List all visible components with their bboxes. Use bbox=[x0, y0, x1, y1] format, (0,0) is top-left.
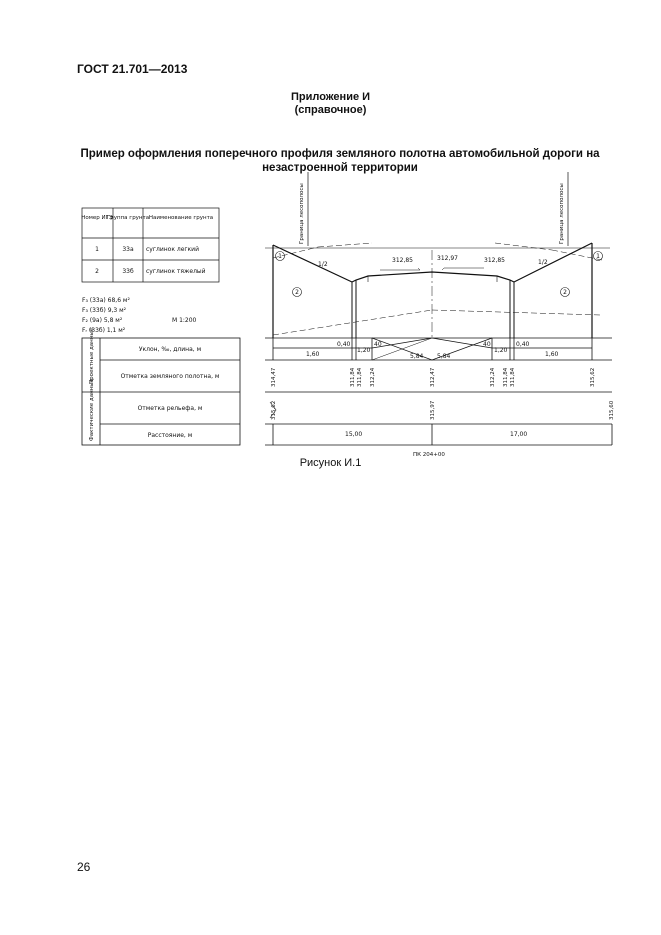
slope-l1: 1,60 bbox=[306, 351, 320, 358]
subgrade-3: 311,84 bbox=[357, 367, 363, 387]
terrain-2: 315,97 bbox=[430, 400, 436, 420]
subgrade-8: 311,84 bbox=[510, 367, 516, 387]
slope-l2: 0,40 bbox=[337, 341, 351, 348]
area-1: F₃ (33а) 68,6 м² bbox=[82, 297, 130, 304]
distance-1: 15,00 bbox=[345, 431, 363, 438]
top-mark-left: 312,85 bbox=[392, 257, 413, 264]
slope-l4: 40 bbox=[374, 341, 382, 348]
figure-caption: Рисунок И.1 bbox=[299, 457, 362, 469]
subgrade-9: 315,62 bbox=[590, 367, 596, 387]
appendix-title: Приложение И bbox=[290, 91, 371, 103]
area-3: F₂ (9а) 5,8 м² bbox=[82, 317, 123, 324]
soil-header-name: Наименование грунта bbox=[148, 215, 214, 221]
row-label-terrain: Отметка рельефа, м bbox=[137, 405, 203, 412]
soil-row-1-group: 33а bbox=[122, 246, 134, 253]
slope-r2: 0,40 bbox=[516, 341, 530, 348]
subgrade-7: 311,84 bbox=[503, 367, 509, 387]
subgrade-5: 312,47 bbox=[430, 367, 436, 387]
slope-r5: 5,84 bbox=[437, 353, 451, 360]
title-line-1: Пример оформления поперечного профиля земляного полотна автомобильной дороги на bbox=[80, 148, 600, 160]
ige-label-left-1: 1 bbox=[278, 253, 282, 260]
subgrade-2: 311,84 bbox=[350, 367, 356, 387]
top-mark-center: 312,97 bbox=[437, 255, 458, 262]
area-2: F₃ (33б) 9,3 м² bbox=[82, 307, 127, 314]
slope-r4: 40 bbox=[483, 341, 491, 348]
subgrade-4: 312,24 bbox=[370, 367, 376, 387]
slope-l3: 1,20 bbox=[357, 347, 371, 354]
soil-row-1-number: 1 bbox=[95, 246, 99, 253]
soil-row-2-number: 2 bbox=[95, 268, 99, 275]
boundary-left-label: Граница лесополосы bbox=[299, 183, 305, 244]
top-mark-right: 312,85 bbox=[484, 257, 505, 264]
appendix-kind: (справочное) bbox=[294, 104, 367, 116]
soil-row-2-group: 33б bbox=[122, 268, 134, 275]
page-number: 26 bbox=[77, 860, 91, 874]
slope-r1: 1,60 bbox=[545, 351, 559, 358]
row-label-distance: Расстояние, м bbox=[147, 432, 193, 439]
soil-row-2-name: суглинок тяжелый bbox=[146, 268, 206, 275]
slope-right-label: 1/2 bbox=[538, 259, 548, 266]
ige-label-right-2: 2 bbox=[563, 289, 567, 296]
area-4: Fᵣ (33б) 1,1 м² bbox=[82, 327, 126, 334]
terrain-3: 315,60 bbox=[609, 400, 615, 420]
row-label-slope: Уклон, ‰, длина, м bbox=[138, 346, 202, 353]
section-design-label: Проектные данные bbox=[89, 327, 95, 384]
distance-2: 17,00 bbox=[510, 431, 528, 438]
document-code: ГОСТ 21.701—2013 bbox=[77, 62, 188, 76]
section-actual-label: Фактические данные bbox=[89, 379, 95, 441]
picket-label: ПК 204+00 bbox=[413, 452, 445, 458]
profile-table bbox=[82, 338, 612, 445]
boundary-right-label: Граница лесополосы bbox=[559, 183, 565, 244]
terrain-1: 315,62 bbox=[271, 400, 277, 420]
scale-label: М 1:200 bbox=[172, 317, 197, 324]
ige-label-left-2: 2 bbox=[295, 289, 299, 296]
slope-l5: 5,84 bbox=[410, 353, 424, 360]
soil-row-1-name: суглинок легкий bbox=[146, 246, 199, 253]
ige-label-right-1: 1 bbox=[596, 253, 600, 260]
soil-header-group: Группа грунта bbox=[106, 215, 150, 221]
subgrade-1: 314,47 bbox=[271, 367, 277, 387]
row-label-subgrade: Отметка земляного полотна, м bbox=[120, 373, 220, 380]
soil-header-number: Номер ИГЭ bbox=[81, 215, 113, 221]
slope-left-label: 1/2 bbox=[318, 261, 328, 268]
slope-r3: 1,20 bbox=[494, 347, 508, 354]
title-line-2: незастроенной территории bbox=[262, 162, 418, 174]
subgrade-6: 312,24 bbox=[490, 367, 496, 387]
